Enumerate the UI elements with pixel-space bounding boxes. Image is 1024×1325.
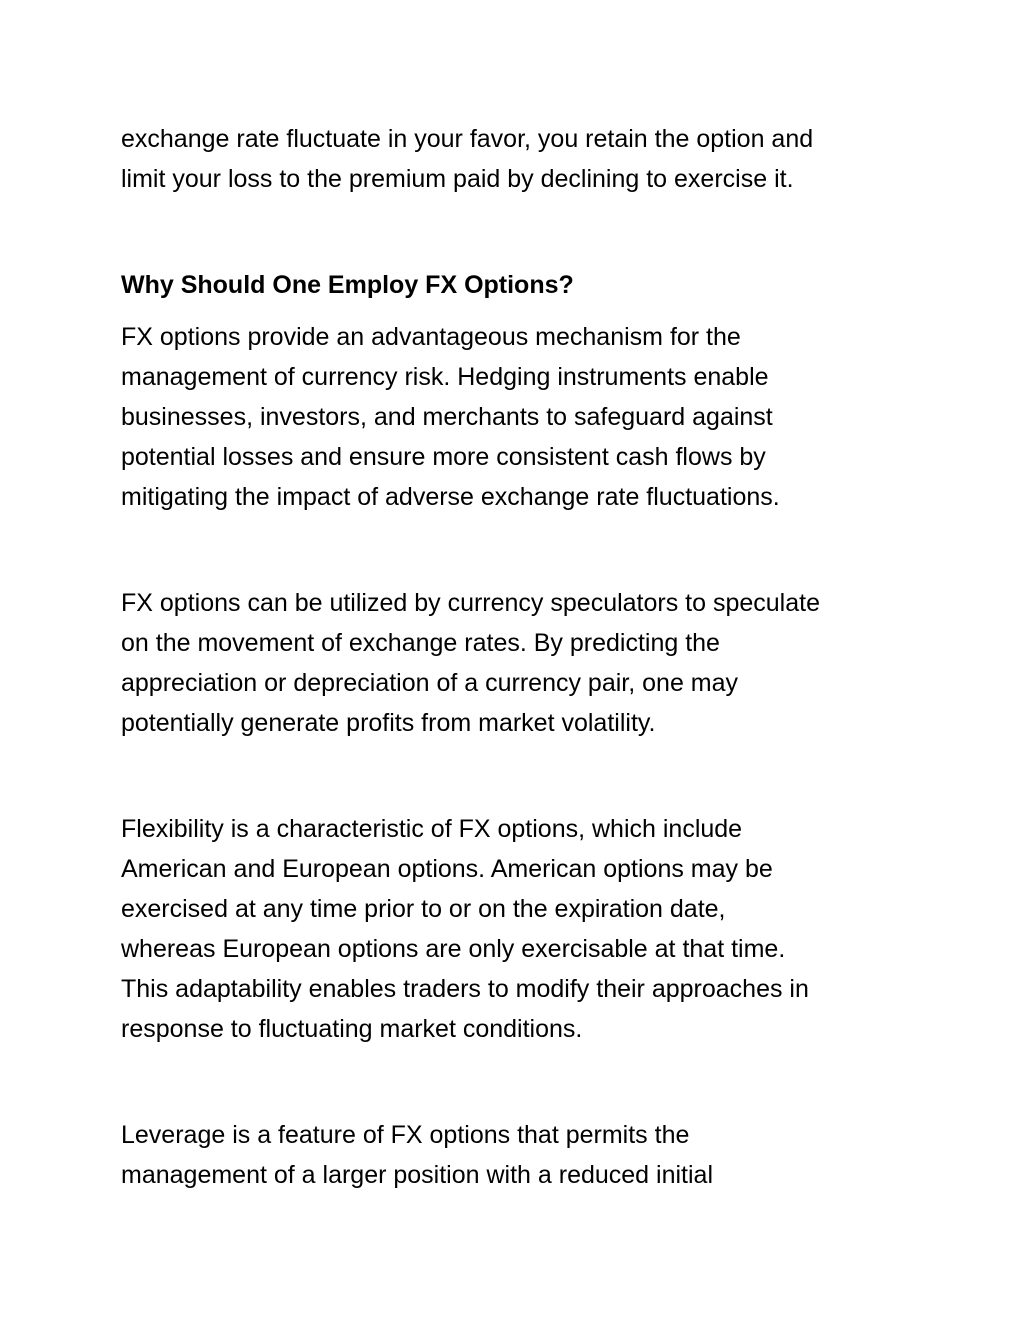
spacer	[121, 199, 921, 265]
text-line: Flexibility is a characteristic of FX options, which include	[121, 815, 743, 843]
text-line: Leverage is a feature of FX options that permits the	[121, 1121, 690, 1149]
spacer	[121, 517, 921, 583]
text-line: appreciation or depreciation of a currency pair, one may	[121, 669, 739, 697]
text-line: businesses, investors, and merchants to safeguard against	[121, 403, 773, 431]
paragraph-risk-management	[121, 317, 921, 517]
text-line: FX options can be utilized by currency speculators to speculate	[121, 589, 820, 617]
text-line: exercised at any time prior to or on the expiration date,	[121, 895, 726, 923]
spacer	[121, 305, 921, 317]
text-line: mitigating the impact of adverse exchange rate fluctuations.	[121, 483, 780, 511]
text-line: whereas European options are only exercisable at that time.	[121, 935, 786, 963]
text-line: on the movement of exchange rates. By predicting the	[121, 629, 720, 657]
paragraph-speculation	[121, 583, 921, 743]
text-line: FX options provide an advantageous mechanism for the	[121, 323, 741, 351]
text-line: management of currency risk. Hedging instruments enable	[121, 363, 769, 391]
paragraph-intro-continued	[121, 119, 921, 199]
section-heading: Why Should One Employ FX Options?	[121, 271, 574, 299]
document-body	[121, 119, 921, 1195]
text-line: potentially generate profits from market volatility.	[121, 709, 656, 737]
paragraph-leverage	[121, 1115, 921, 1195]
text-line: limit your loss to the premium paid by declining to exercise it.	[121, 165, 794, 193]
text-line: American and European options. American options may be	[121, 855, 773, 883]
text-line: potential losses and ensure more consistent cash flows by	[121, 443, 766, 471]
text-line: management of a larger position with a reduced initial	[121, 1161, 714, 1189]
spacer	[121, 1049, 921, 1115]
text-line: exchange rate fluctuate in your favor, you retain the option and	[121, 125, 814, 153]
spacer	[121, 743, 921, 809]
text-line: response to fluctuating market conditions.	[121, 1015, 583, 1043]
text-line: This adaptability enables traders to modify their approaches in	[121, 975, 809, 1003]
paragraph-flexibility	[121, 809, 921, 1049]
